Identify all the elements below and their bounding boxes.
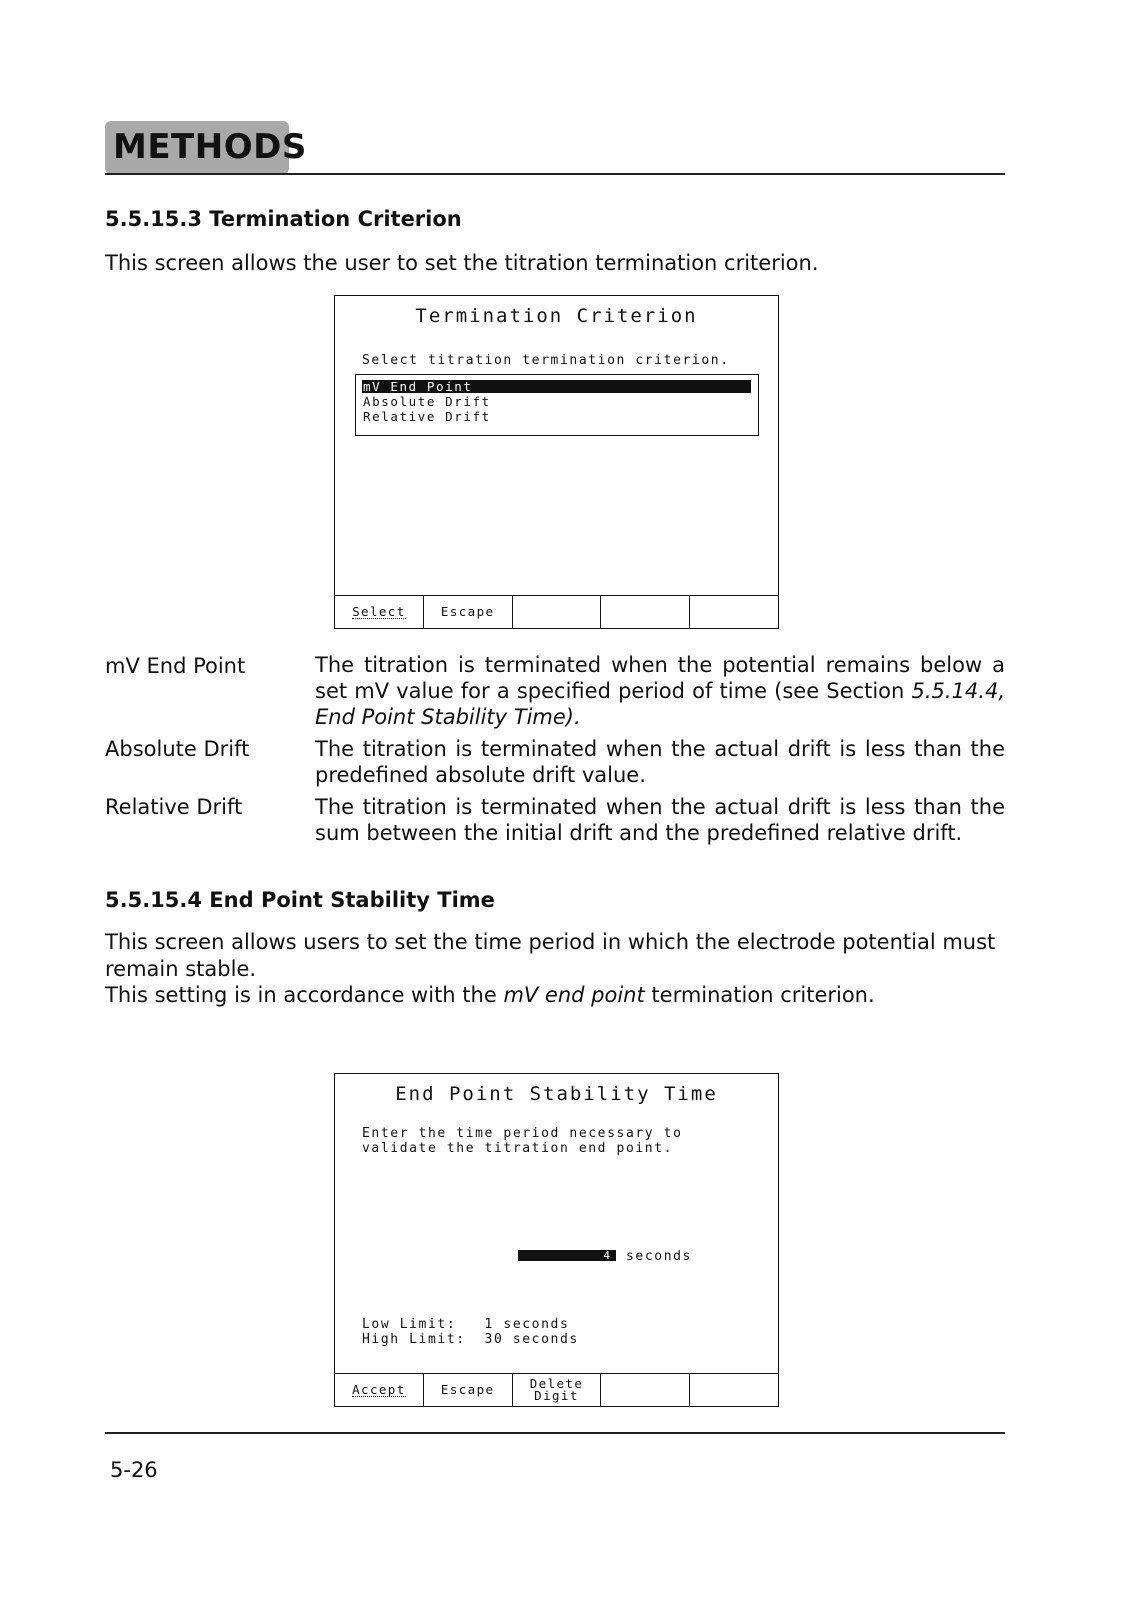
screen-title: Termination Criterion — [415, 305, 698, 327]
section-title-termination: 5.5.15.3 Termination Criterion — [105, 207, 462, 231]
section-intro-stability-time: This screen allows users to set the time period in which the electrode potential must remain stable. — [105, 930, 996, 981]
page-number: 5-26 — [110, 1458, 158, 1482]
screen-title: End Point Stability Time — [395, 1083, 718, 1105]
definition-description: The titration is terminated when the actual drift is less than the sum between the initial drift and the predefined relative drift. — [315, 795, 1005, 845]
section-note-stability-time: This setting is in accordance with the mV end point termination criterion. — [105, 983, 875, 1007]
select-softkey[interactable]: Select — [335, 596, 424, 628]
criterion-list[interactable] — [355, 374, 759, 436]
screen-prompt-line: validate the titration end point. — [362, 1141, 674, 1156]
list-item[interactable]: Relative Drift — [363, 409, 491, 424]
termination-criterion-screen — [334, 295, 779, 629]
escape-softkey[interactable]: Escape — [424, 1374, 513, 1406]
list-item[interactable]: Absolute Drift — [363, 394, 491, 409]
screen-prompt: Select titration termination criterion. — [362, 353, 730, 368]
chapter-tab — [105, 121, 307, 174]
empty-softkey[interactable] — [690, 1374, 778, 1406]
stability-time-input[interactable]: 4 — [518, 1250, 616, 1261]
softkey-bar — [335, 595, 778, 628]
delete-digit-softkey[interactable]: Delete Digit — [513, 1374, 602, 1406]
header-rule — [105, 173, 1005, 175]
screen-prompt-line: Enter the time period necessary to — [362, 1126, 683, 1141]
empty-softkey[interactable] — [601, 1374, 690, 1406]
section-intro-termination: This screen allows the user to set the titration termination criterion. — [105, 251, 819, 275]
accept-softkey[interactable]: Accept — [335, 1374, 424, 1406]
section-title-stability-time: 5.5.15.4 End Point Stability Time — [105, 888, 495, 912]
definition-description: The titration is terminated when the actual drift is less than the predefined absolute drift value. — [315, 737, 1005, 787]
footer-rule — [105, 1432, 1005, 1434]
empty-softkey[interactable] — [601, 596, 690, 628]
high-limit-text: High Limit: 30 seconds — [362, 1332, 579, 1347]
definition-term: mV End Point — [105, 654, 246, 678]
definition-description: The titration is terminated when the potential remains below a set mV value for a specified period of time (see Section 5.5.14.4, End Point Stability Time). — [315, 653, 1005, 729]
softkey-bar — [335, 1373, 778, 1406]
list-item[interactable]: mV End Point — [362, 380, 751, 393]
chapter-title: METHODS — [113, 127, 307, 167]
escape-softkey[interactable]: Escape — [424, 596, 513, 628]
low-limit-text: Low Limit: 1 seconds — [362, 1317, 570, 1332]
definition-term: Absolute Drift — [105, 737, 250, 761]
definition-term: Relative Drift — [105, 795, 243, 819]
stability-time-screen — [334, 1073, 779, 1407]
value-unit: seconds — [626, 1249, 692, 1264]
empty-softkey[interactable] — [513, 596, 602, 628]
empty-softkey[interactable] — [690, 596, 778, 628]
